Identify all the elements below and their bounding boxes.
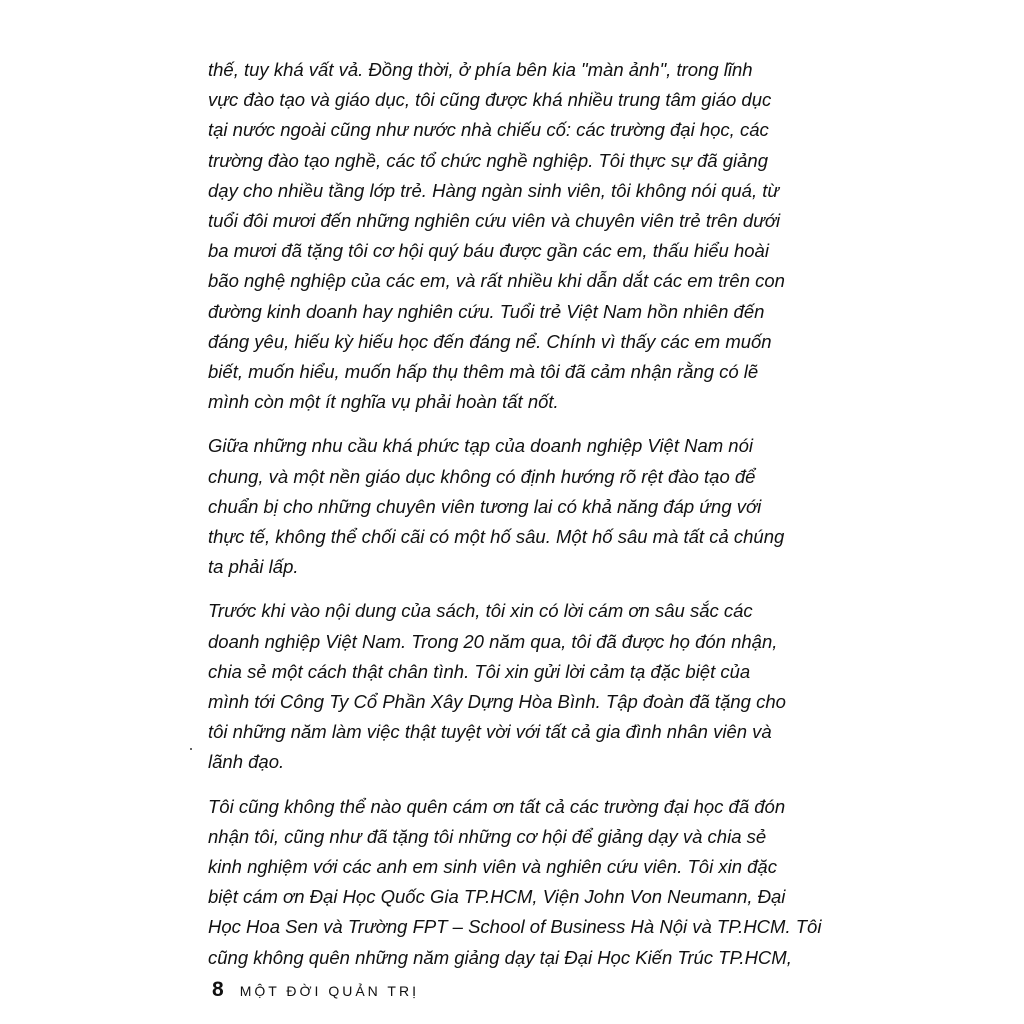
text-line: nhận tôi, cũng như đã tặng tôi những cơ hội để giảng dạy và chia sẻ bbox=[208, 825, 767, 847]
text-line: mình tới Công Ty Cổ Phần Xây Dựng Hòa Bình. Tập đoàn đã tặng cho bbox=[208, 691, 786, 713]
text-line: lãnh đạo. bbox=[208, 751, 285, 773]
page-number: 8 bbox=[212, 978, 224, 1001]
text-line: Học Hoa Sen và Trường FPT – School of Business Hà Nội và TP.HCM. Tôi bbox=[208, 916, 822, 938]
stray-ink-dot bbox=[190, 748, 192, 750]
text-line: chung, và một nền giáo dục không có định hướng rõ rệt đào tạo để bbox=[208, 465, 756, 487]
text-line: trường đào tạo nghề, các tổ chức nghề nghiệp. Tôi thực sự đã giảng bbox=[208, 149, 768, 171]
text-line: tôi những năm làm việc thật tuyệt vời với tất cả gia đình nhân viên và bbox=[208, 721, 772, 743]
running-title: MỘT ĐỜI QUẢN TRỊ bbox=[239, 983, 419, 999]
text-line: doanh nghiệp Việt Nam. Trong 20 năm qua, tôi đã được họ đón nhận, bbox=[208, 630, 778, 652]
paragraph-4 bbox=[208, 792, 822, 973]
text-line: dạy cho nhiều tầng lớp trẻ. Hàng ngàn sinh viên, tôi không nói quá, từ bbox=[208, 179, 780, 201]
text-line: tại nước ngoài cũng như nước nhà chiếu cố: các trường đại học, các bbox=[208, 119, 769, 141]
text-line: biệt cám ơn Đại Học Quốc Gia TP.HCM, Viện John Von Neumann, Đại bbox=[208, 886, 786, 908]
text-line: chia sẻ một cách thật chân tình. Tôi xin gửi lời cảm tạ đặc biệt của bbox=[208, 660, 751, 682]
text-line: chuẩn bị cho những chuyên viên tương lai có khả năng đáp ứng với bbox=[208, 495, 762, 517]
text-line: biết, muốn hiểu, muốn hấp thụ thêm mà tôi đã cảm nhận rằng có lẽ bbox=[208, 361, 759, 383]
body-text bbox=[208, 55, 822, 987]
text-line: Tôi cũng không thể nào quên cám ơn tất cả các trường đại học đã đón bbox=[208, 795, 786, 817]
text-line: Trước khi vào nội dung của sách, tôi xin có lời cám ơn sâu sắc các bbox=[208, 600, 753, 622]
text-line: thực tế, không thể chối cãi có một hố sâu. Một hố sâu mà tất cả chúng bbox=[208, 526, 785, 548]
text-line: vực đào tạo và giáo dục, tôi cũng được khá nhiều trung tâm giáo dục bbox=[208, 89, 772, 111]
text-line: kinh nghiệm với các anh em sinh viên và nghiên cứu viên. Tôi xin đặc bbox=[208, 856, 777, 878]
text-line: đường kinh doanh hay nghiên cứu. Tuổi trẻ Việt Nam hồn nhiên đến bbox=[208, 300, 765, 322]
paragraph-1 bbox=[208, 55, 808, 417]
text-line: tuổi đôi mươi đến những nghiên cứu viên và chuyên viên trẻ trên dưới bbox=[208, 210, 781, 232]
text-line: cũng không quên những năm giảng dạy tại Đại Học Kiến Trúc TP.HCM, bbox=[208, 946, 792, 968]
page-footer bbox=[212, 978, 419, 1002]
text-line: mình còn một ít nghĩa vụ phải hoàn tất nốt. bbox=[208, 391, 559, 413]
text-line: Giữa những nhu cầu khá phức tạp của doanh nghiệp Việt Nam nói bbox=[208, 435, 753, 457]
text-line: ta phải lấp. bbox=[208, 556, 299, 578]
paragraph-3 bbox=[208, 596, 808, 777]
text-line: ba mươi đã tặng tôi cơ hội quý báu được gần các em, thấu hiểu hoài bbox=[208, 240, 769, 262]
paragraph-2 bbox=[208, 431, 808, 582]
text-line: đáng yêu, hiếu kỳ hiếu học đến đáng nể. Chính vì thấy các em muốn bbox=[208, 330, 772, 352]
text-line: thế, tuy khá vất vả. Đồng thời, ở phía bên kia "màn ảnh", trong lĩnh bbox=[208, 59, 753, 80]
text-line: bão nghệ nghiệp của các em, và rất nhiều khi dẫn dắt các em trên con bbox=[208, 270, 785, 292]
